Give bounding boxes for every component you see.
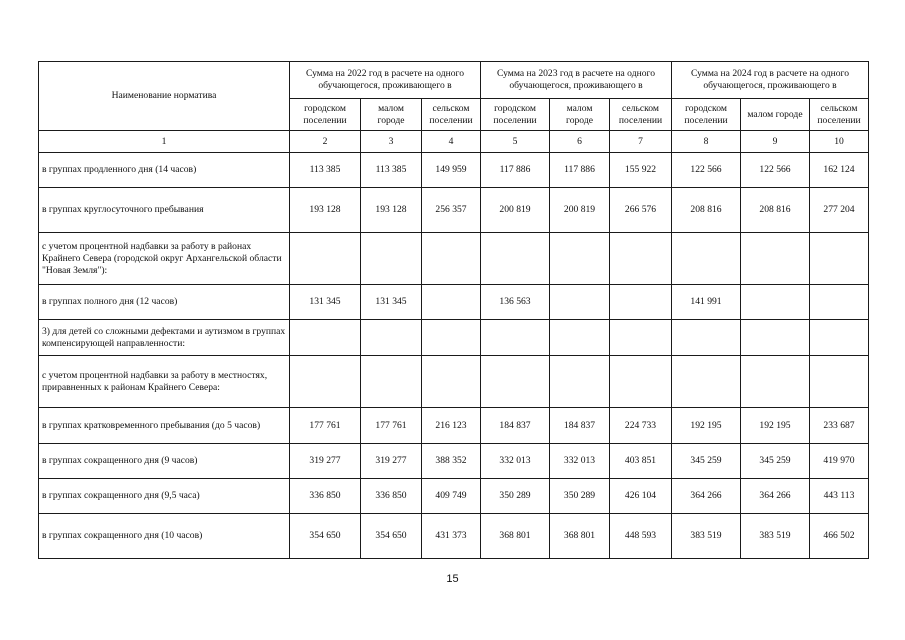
row-label: в группах круглосуточного пребывания — [39, 188, 290, 233]
value-cell: 155 922 — [610, 153, 672, 188]
row-label: 3) для детей со сложными дефектами и аутизмом в группах компенсирующей направленности: — [39, 320, 290, 356]
value-cell: 122 566 — [672, 153, 741, 188]
value-cell: 216 123 — [422, 408, 481, 444]
col-header-name: Наименование норматива — [39, 62, 290, 131]
value-cell — [610, 233, 672, 285]
value-cell: 332 013 — [481, 444, 550, 479]
value-cell — [672, 320, 741, 356]
subheader-cell: малом городе — [741, 99, 810, 131]
row-label: в группах кратковременного пребывания (до 5 часов) — [39, 408, 290, 444]
value-cell: 200 819 — [550, 188, 610, 233]
value-cell: 368 801 — [481, 514, 550, 559]
header-row-groups — [39, 62, 869, 99]
table-row — [39, 188, 869, 233]
value-cell — [481, 320, 550, 356]
column-number: 1 — [39, 131, 290, 153]
value-cell: 117 886 — [481, 153, 550, 188]
value-cell: 136 563 — [481, 285, 550, 320]
subheader-cell: сельском поселении — [610, 99, 672, 131]
value-cell: 388 352 — [422, 444, 481, 479]
value-cell — [361, 233, 422, 285]
value-cell: 345 259 — [741, 444, 810, 479]
col-header-2024: Сумма на 2024 год в расчете на одного обучающегося, проживающего в — [672, 62, 869, 99]
subheader-cell: сельском поселении — [422, 99, 481, 131]
column-number: 7 — [610, 131, 672, 153]
table-row — [39, 408, 869, 444]
value-cell — [422, 285, 481, 320]
value-cell: 354 650 — [290, 514, 361, 559]
table-row — [39, 153, 869, 188]
value-cell: 193 128 — [290, 188, 361, 233]
table-row — [39, 479, 869, 514]
value-cell: 364 266 — [741, 479, 810, 514]
value-cell: 113 385 — [361, 153, 422, 188]
value-cell: 117 886 — [550, 153, 610, 188]
value-cell: 233 687 — [810, 408, 869, 444]
page-number: 15 — [446, 573, 459, 585]
col-header-2023: Сумма на 2023 год в расчете на одного обучающегося, проживающего в — [481, 62, 672, 99]
value-cell: 192 195 — [672, 408, 741, 444]
row-label: в группах сокращенного дня (9,5 часа) — [39, 479, 290, 514]
value-cell — [810, 285, 869, 320]
value-cell: 319 277 — [290, 444, 361, 479]
column-number: 2 — [290, 131, 361, 153]
value-cell: 193 128 — [361, 188, 422, 233]
column-number-row — [39, 131, 869, 153]
value-cell: 448 593 — [610, 514, 672, 559]
value-cell: 184 837 — [481, 408, 550, 444]
value-cell: 113 385 — [290, 153, 361, 188]
value-cell: 208 816 — [741, 188, 810, 233]
value-cell — [550, 285, 610, 320]
value-cell: 162 124 — [810, 153, 869, 188]
value-cell: 383 519 — [672, 514, 741, 559]
value-cell: 354 650 — [361, 514, 422, 559]
col-header-2022: Сумма на 2022 год в расчете на одного обучающегося, проживающего в — [290, 62, 481, 99]
value-cell: 177 761 — [290, 408, 361, 444]
value-cell: 122 566 — [741, 153, 810, 188]
column-number: 9 — [741, 131, 810, 153]
value-cell: 466 502 — [810, 514, 869, 559]
value-cell: 208 816 — [672, 188, 741, 233]
value-cell: 319 277 — [361, 444, 422, 479]
subheader-cell: малом городе — [550, 99, 610, 131]
value-cell — [361, 356, 422, 408]
table-row — [39, 285, 869, 320]
value-cell: 368 801 — [550, 514, 610, 559]
value-cell — [610, 356, 672, 408]
value-cell: 141 991 — [672, 285, 741, 320]
subheader-cell: сельском поселении — [810, 99, 869, 131]
column-number: 3 — [361, 131, 422, 153]
value-cell — [550, 356, 610, 408]
table-row — [39, 320, 869, 356]
column-number: 4 — [422, 131, 481, 153]
value-cell — [741, 285, 810, 320]
subheader-cell: городском поселении — [481, 99, 550, 131]
value-cell — [550, 320, 610, 356]
value-cell: 426 104 — [610, 479, 672, 514]
row-label: в группах полного дня (12 часов) — [39, 285, 290, 320]
column-number: 8 — [672, 131, 741, 153]
value-cell: 403 851 — [610, 444, 672, 479]
column-number: 5 — [481, 131, 550, 153]
value-cell — [741, 233, 810, 285]
value-cell — [290, 356, 361, 408]
row-label: в группах продленного дня (14 часов) — [39, 153, 290, 188]
value-cell — [810, 233, 869, 285]
value-cell: 350 289 — [550, 479, 610, 514]
value-cell: 131 345 — [290, 285, 361, 320]
normative-table — [38, 61, 869, 559]
value-cell: 336 850 — [361, 479, 422, 514]
value-cell — [361, 320, 422, 356]
value-cell: 200 819 — [481, 188, 550, 233]
table-body — [39, 153, 869, 559]
value-cell — [290, 320, 361, 356]
column-number: 10 — [810, 131, 869, 153]
value-cell: 345 259 — [672, 444, 741, 479]
value-cell — [610, 320, 672, 356]
value-cell — [422, 356, 481, 408]
value-cell — [810, 320, 869, 356]
value-cell: 350 289 — [481, 479, 550, 514]
value-cell — [550, 233, 610, 285]
value-cell: 364 266 — [672, 479, 741, 514]
value-cell — [810, 356, 869, 408]
value-cell: 131 345 — [361, 285, 422, 320]
value-cell: 336 850 — [290, 479, 361, 514]
value-cell: 383 519 — [741, 514, 810, 559]
value-cell: 409 749 — [422, 479, 481, 514]
value-cell — [741, 320, 810, 356]
row-label: с учетом процентной надбавки за работу в районах Крайнего Севера (городской округ Архангельской области "Новая Земля"): — [39, 233, 290, 285]
table-row — [39, 514, 869, 559]
value-cell — [481, 356, 550, 408]
row-label: с учетом процентной надбавки за работу в местностях, приравненных к районам Крайнего Севера: — [39, 356, 290, 408]
table-row — [39, 444, 869, 479]
value-cell: 256 357 — [422, 188, 481, 233]
value-cell — [672, 356, 741, 408]
table-row — [39, 233, 869, 285]
row-label: в группах сокращенного дня (10 часов) — [39, 514, 290, 559]
value-cell: 277 204 — [810, 188, 869, 233]
value-cell: 266 576 — [610, 188, 672, 233]
value-cell — [422, 320, 481, 356]
column-number: 6 — [550, 131, 610, 153]
value-cell — [672, 233, 741, 285]
value-cell: 224 733 — [610, 408, 672, 444]
value-cell — [481, 233, 550, 285]
value-cell: 419 970 — [810, 444, 869, 479]
value-cell: 149 959 — [422, 153, 481, 188]
subheader-cell: городском поселении — [672, 99, 741, 131]
value-cell: 431 373 — [422, 514, 481, 559]
subheader-cell: малом городе — [361, 99, 422, 131]
value-cell: 184 837 — [550, 408, 610, 444]
value-cell: 192 195 — [741, 408, 810, 444]
row-label: в группах сокращенного дня (9 часов) — [39, 444, 290, 479]
value-cell: 177 761 — [361, 408, 422, 444]
value-cell: 332 013 — [550, 444, 610, 479]
value-cell — [422, 233, 481, 285]
value-cell — [610, 285, 672, 320]
subheader-cell: городском поселении — [290, 99, 361, 131]
value-cell — [290, 233, 361, 285]
value-cell — [741, 356, 810, 408]
table-row — [39, 356, 869, 408]
value-cell: 443 113 — [810, 479, 869, 514]
